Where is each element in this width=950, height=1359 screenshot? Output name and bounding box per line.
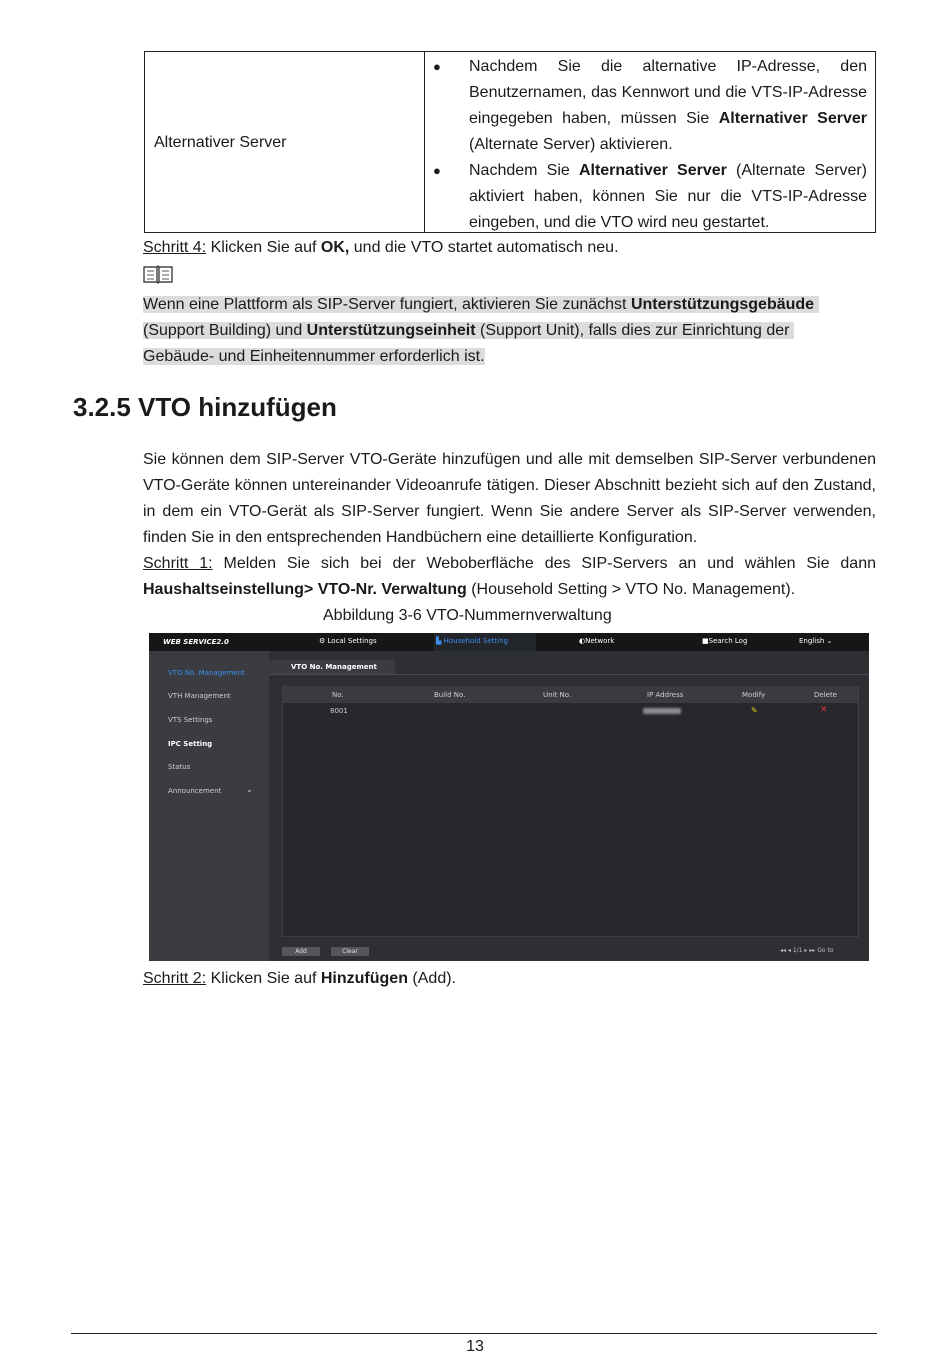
table-label-cell — [145, 52, 425, 232]
sidebar-item-ipc-setting[interactable]: IPC Setting — [168, 740, 213, 748]
delete-x-icon[interactable]: ✕ — [820, 705, 828, 715]
edit-pencil-icon[interactable]: ✎ — [751, 706, 758, 715]
sidebar-item-vto-no-management[interactable]: VTO No. Management — [168, 669, 245, 677]
sidebar-item-status[interactable]: Status — [168, 763, 191, 771]
col-delete: Delete — [814, 691, 837, 699]
step-2: Schritt 2: Klicken Sie auf Hinzufügen (Add). — [143, 970, 456, 987]
nav-local-settings[interactable]: ⚙ Local Settings — [319, 637, 377, 645]
chevron-down-icon[interactable]: ⌄ — [246, 785, 253, 794]
nav-search-log[interactable]: ■Search Log — [702, 637, 748, 645]
clear-button[interactable]: Clear — [331, 947, 369, 956]
sidebar-item-vts-settings[interactable]: VTS Settings — [168, 716, 213, 724]
note-book-icon — [143, 264, 173, 284]
sidebar-item-vth-management[interactable]: VTH Management — [168, 692, 231, 700]
intro-paragraph: Sie können dem SIP-Server VTO-Geräte hinzufügen und alle mit demselben SIP-Server verbundenen VTO-Geräte können untereinander Videoanrufe tätigen. Dieser Abschnitt bezieht sich auf den Zustand, in dem ein VTO-Gerät als SIP-Server fungiert. Wenn Sie andere Server als SIP-Server verwenden, finden Sie in den entsprechenden Handbüchern eine detaillierte Konfiguration. — [143, 451, 876, 546]
col-modify: Modify — [742, 691, 766, 699]
col-build-no: Build No. — [434, 691, 466, 699]
note-text: Wenn eine Plattform als SIP-Server fungiert, aktivieren Sie zunächst Unterstützungsgebäude (Support Building) und Unterstützungseinheit (Support Unit), falls dies zur Einrichtung der Gebäude- und Einheitennummer erforderlich ist. — [143, 292, 819, 370]
table-bullet-1: ● Nachdem Sie die alternative IP-Adresse, den Benutzernamen, das Kennwort und die VTS-IP-Adresse eingegeben haben, müssen Sie Alternativer Server (Alternate Server) aktivieren. — [433, 54, 867, 158]
tab-vto-no-management[interactable]: VTO No. Management — [269, 660, 395, 674]
table-bullet-list — [433, 54, 867, 236]
table-row — [283, 703, 858, 719]
section-title: 3.2.5 VTO hinzufügen — [73, 392, 337, 422]
step-4: Schritt 4: Klicken Sie auf OK, und die VTO startet automatisch neu. — [143, 239, 619, 256]
figure-caption: Abbildung 3-6 VTO-Nummernverwaltung — [323, 607, 612, 624]
ui-brand: WEB SERVICE2.0 — [163, 638, 229, 646]
ui-top-bar — [149, 633, 869, 651]
add-button[interactable]: Add — [282, 947, 320, 956]
vto-table — [282, 686, 859, 937]
row-no: 8001 — [330, 707, 348, 715]
table-label: Alternativer Server — [154, 134, 287, 151]
parameter-table — [144, 51, 876, 233]
tab-divider — [269, 674, 869, 675]
sidebar-item-announcement[interactable]: Announcement — [168, 787, 222, 795]
table-bullet-2: ● Nachdem Sie Alternativer Server (Alternate Server) aktiviert haben, können Sie nur die VTS-IP-Adresse eingeben, und die VTO wird neu gestartet. — [433, 158, 867, 236]
nav-network[interactable]: ◐Network — [579, 637, 615, 645]
col-unit-no: Unit No. — [543, 691, 572, 699]
footer-divider — [71, 1333, 877, 1334]
pagination[interactable]: ◂◂ ◂ 1/1 ▸ ▸▸ Go to — [780, 947, 834, 954]
web-ui-screenshot — [149, 633, 869, 961]
nav-language[interactable]: English ⌄ — [799, 637, 833, 645]
table-header — [283, 687, 858, 703]
ip-address-blurred — [643, 708, 681, 714]
page-number: 13 — [466, 1338, 484, 1355]
col-ip-address: IP Address — [647, 691, 684, 699]
ui-sidebar — [149, 651, 269, 961]
col-no: No. — [332, 691, 344, 699]
nav-household-setting[interactable]: ▙ Household Setting — [434, 633, 536, 651]
step-1: Schritt 1: Melden Sie sich bei der Weboberfläche des SIP-Servers an und wählen Sie dann Haushaltseinstellung> VTO-Nr. Verwaltung (Household Setting > VTO No. Management). — [143, 555, 876, 598]
